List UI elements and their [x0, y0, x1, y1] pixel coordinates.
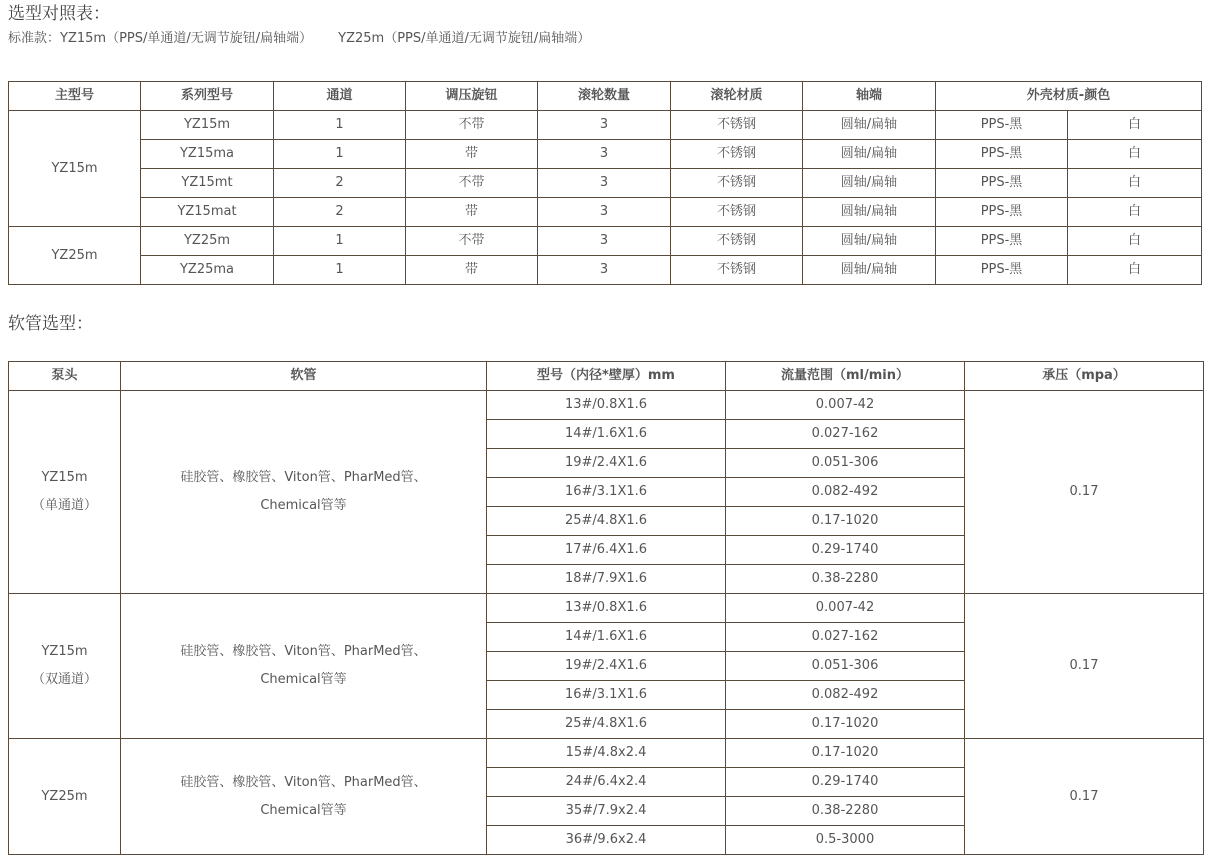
- header-housing: 外壳材质-颜色: [936, 82, 1202, 111]
- series-model-cell: YZ15m: [141, 111, 274, 140]
- roller-count-cell: 3: [538, 169, 671, 198]
- roller-material-cell: 不锈钢: [671, 227, 803, 256]
- flow-range-cell: 0.5-3000: [726, 826, 965, 855]
- series-model-cell: YZ25ma: [141, 256, 274, 285]
- housing-material-cell: PPS-黑: [936, 111, 1068, 140]
- table-row: [9, 111, 1202, 140]
- header-roller-material: 滚轮材质: [671, 82, 803, 111]
- housing-color-cell: 白: [1068, 198, 1202, 227]
- pump-note: （双通道）: [31, 672, 97, 687]
- hose-size-cell: 13#/0.8X1.6: [487, 391, 726, 420]
- flow-range-cell: 0.027-162: [726, 420, 965, 449]
- pump-model: YZ25m: [41, 788, 88, 804]
- hose-types-line2: Chemical管等: [260, 672, 347, 687]
- hose-types-line1: 硅胶管、橡胶管、Viton管、PharMed管、: [180, 774, 427, 790]
- shaft-cell: 圆轴/扁轴: [803, 256, 936, 285]
- header-pressure-knob: 调压旋钮: [406, 82, 538, 111]
- header-main-model: 主型号: [9, 82, 141, 111]
- roller-count-cell: 3: [538, 256, 671, 285]
- housing-color-cell: 白: [1068, 140, 1202, 169]
- hose-types-cell: [121, 594, 487, 739]
- hose-size-cell: 15#/4.8x2.4: [487, 739, 726, 768]
- table-row: [9, 594, 1204, 623]
- flow-range-cell: 0.082-492: [726, 681, 965, 710]
- pressure-cell: 0.17: [965, 391, 1204, 594]
- shaft-cell: 圆轴/扁轴: [803, 169, 936, 198]
- header-pump: 泵头: [9, 362, 121, 391]
- series-model-cell: YZ15mt: [141, 169, 274, 198]
- header-series-model: 系列型号: [141, 82, 274, 111]
- table-row: [9, 256, 1202, 285]
- roller-count-cell: 3: [538, 111, 671, 140]
- roller-material-cell: 不锈钢: [671, 198, 803, 227]
- header-channel: 通道: [274, 82, 406, 111]
- series-model-cell: YZ15mat: [141, 198, 274, 227]
- pressure-knob-cell: 不带: [406, 169, 538, 198]
- standard-item-1: YZ15m（PPS/单通道/无调节旋钮/扁轴端）: [60, 31, 313, 46]
- pressure-cell: 0.17: [965, 594, 1204, 739]
- selection-table: [8, 81, 1202, 285]
- hose-size-cell: 16#/3.1X1.6: [487, 681, 726, 710]
- table-row: [9, 739, 1204, 768]
- channel-cell: 1: [274, 111, 406, 140]
- roller-material-cell: 不锈钢: [671, 111, 803, 140]
- flow-range-cell: 0.17-1020: [726, 507, 965, 536]
- hose-types-line2: Chemical管等: [260, 802, 347, 818]
- header-pressure: 承压（mpa）: [965, 362, 1204, 391]
- pump-model: YZ15m: [41, 644, 88, 659]
- hose-size-cell: 16#/3.1X1.6: [487, 478, 726, 507]
- channel-cell: 1: [274, 256, 406, 285]
- pressure-knob-cell: 不带: [406, 111, 538, 140]
- housing-color-cell: 白: [1068, 169, 1202, 198]
- flow-range-cell: 0.027-162: [726, 623, 965, 652]
- header-roller-count: 滚轮数量: [538, 82, 671, 111]
- hose-types-line1: 硅胶管、橡胶管、Viton管、PharMed管、: [180, 644, 427, 659]
- flow-range-cell: 0.007-42: [726, 391, 965, 420]
- flow-range-cell: 0.29-1740: [726, 536, 965, 565]
- flow-range-cell: 0.29-1740: [726, 768, 965, 797]
- standard-item-2: YZ25m（PPS/单通道/无调节旋钮/扁轴端）: [338, 31, 591, 46]
- pump-cell: [9, 594, 121, 739]
- main-model-cell: YZ25m: [9, 227, 141, 285]
- pressure-knob-cell: 不带: [406, 227, 538, 256]
- table-row: [9, 227, 1202, 256]
- flow-range-cell: 0.17-1020: [726, 739, 965, 768]
- flow-range-cell: 0.007-42: [726, 594, 965, 623]
- housing-material-cell: PPS-黑: [936, 140, 1068, 169]
- hose-size-cell: 35#/7.9x2.4: [487, 797, 726, 826]
- pump-model: YZ15m: [41, 470, 88, 485]
- series-model-cell: YZ25m: [141, 227, 274, 256]
- table-row: [9, 198, 1202, 227]
- hose-types-cell: [121, 739, 487, 855]
- hose-size-cell: 13#/0.8X1.6: [487, 594, 726, 623]
- pressure-knob-cell: 带: [406, 256, 538, 285]
- hose-size-cell: 19#/2.4X1.6: [487, 449, 726, 478]
- hose-header-row: [9, 362, 1204, 391]
- flow-range-cell: 0.17-1020: [726, 710, 965, 739]
- header-hose-size: 型号（内径*壁厚）mm: [487, 362, 726, 391]
- hose-table: [8, 361, 1204, 855]
- table-row: [9, 140, 1202, 169]
- flow-range-cell: 0.082-492: [726, 478, 965, 507]
- flow-range-cell: 0.38-2280: [726, 797, 965, 826]
- hose-types-line1: 硅胶管、橡胶管、Viton管、PharMed管、: [180, 470, 427, 485]
- hose-size-cell: 36#/9.6x2.4: [487, 826, 726, 855]
- hose-heading: 软管选型：: [8, 314, 93, 334]
- shaft-cell: 圆轴/扁轴: [803, 140, 936, 169]
- hose-size-cell: 14#/1.6X1.6: [487, 623, 726, 652]
- roller-count-cell: 3: [538, 227, 671, 256]
- shaft-cell: 圆轴/扁轴: [803, 111, 936, 140]
- pressure-cell: 0.17: [965, 739, 1204, 855]
- hose-size-cell: 17#/6.4X1.6: [487, 536, 726, 565]
- hose-types-cell: [121, 391, 487, 594]
- roller-count-cell: 3: [538, 140, 671, 169]
- roller-material-cell: 不锈钢: [671, 140, 803, 169]
- table-row: [9, 391, 1204, 420]
- channel-cell: 1: [274, 227, 406, 256]
- shaft-cell: 圆轴/扁轴: [803, 227, 936, 256]
- flow-range-cell: 0.051-306: [726, 652, 965, 681]
- hose-size-cell: 24#/6.4x2.4: [487, 768, 726, 797]
- standard-label: 标准款：: [8, 31, 61, 46]
- pressure-knob-cell: 带: [406, 198, 538, 227]
- hose-size-cell: 18#/7.9X1.6: [487, 565, 726, 594]
- roller-material-cell: 不锈钢: [671, 256, 803, 285]
- hose-size-cell: 25#/4.8X1.6: [487, 710, 726, 739]
- hose-size-cell: 14#/1.6X1.6: [487, 420, 726, 449]
- housing-color-cell: 白: [1068, 227, 1202, 256]
- shaft-cell: 圆轴/扁轴: [803, 198, 936, 227]
- header-flow-range: 流量范围（ml/min）: [726, 362, 965, 391]
- channel-cell: 2: [274, 198, 406, 227]
- channel-cell: 1: [274, 140, 406, 169]
- roller-count-cell: 3: [538, 198, 671, 227]
- pressure-knob-cell: 带: [406, 140, 538, 169]
- standard-models-line: [8, 28, 590, 50]
- header-shaft: 轴端: [803, 82, 936, 111]
- housing-material-cell: PPS-黑: [936, 169, 1068, 198]
- housing-color-cell: 白: [1068, 111, 1202, 140]
- housing-material-cell: PPS-黑: [936, 198, 1068, 227]
- pump-cell: [9, 739, 121, 855]
- hose-size-cell: 19#/2.4X1.6: [487, 652, 726, 681]
- channel-cell: 2: [274, 169, 406, 198]
- housing-color-cell: 白: [1068, 256, 1202, 285]
- header-hose: 软管: [121, 362, 487, 391]
- housing-material-cell: PPS-黑: [936, 227, 1068, 256]
- main-model-cell: YZ15m: [9, 111, 141, 227]
- series-model-cell: YZ15ma: [141, 140, 274, 169]
- selection-header-row: [9, 82, 1202, 111]
- pump-cell: [9, 391, 121, 594]
- roller-material-cell: 不锈钢: [671, 169, 803, 198]
- flow-range-cell: 0.051-306: [726, 449, 965, 478]
- selection-heading: 选型对照表：: [8, 4, 110, 24]
- table-row: [9, 169, 1202, 198]
- flow-range-cell: 0.38-2280: [726, 565, 965, 594]
- hose-types-line2: Chemical管等: [260, 498, 347, 513]
- housing-material-cell: PPS-黑: [936, 256, 1068, 285]
- pump-note: （单通道）: [31, 498, 97, 513]
- hose-size-cell: 25#/4.8X1.6: [487, 507, 726, 536]
